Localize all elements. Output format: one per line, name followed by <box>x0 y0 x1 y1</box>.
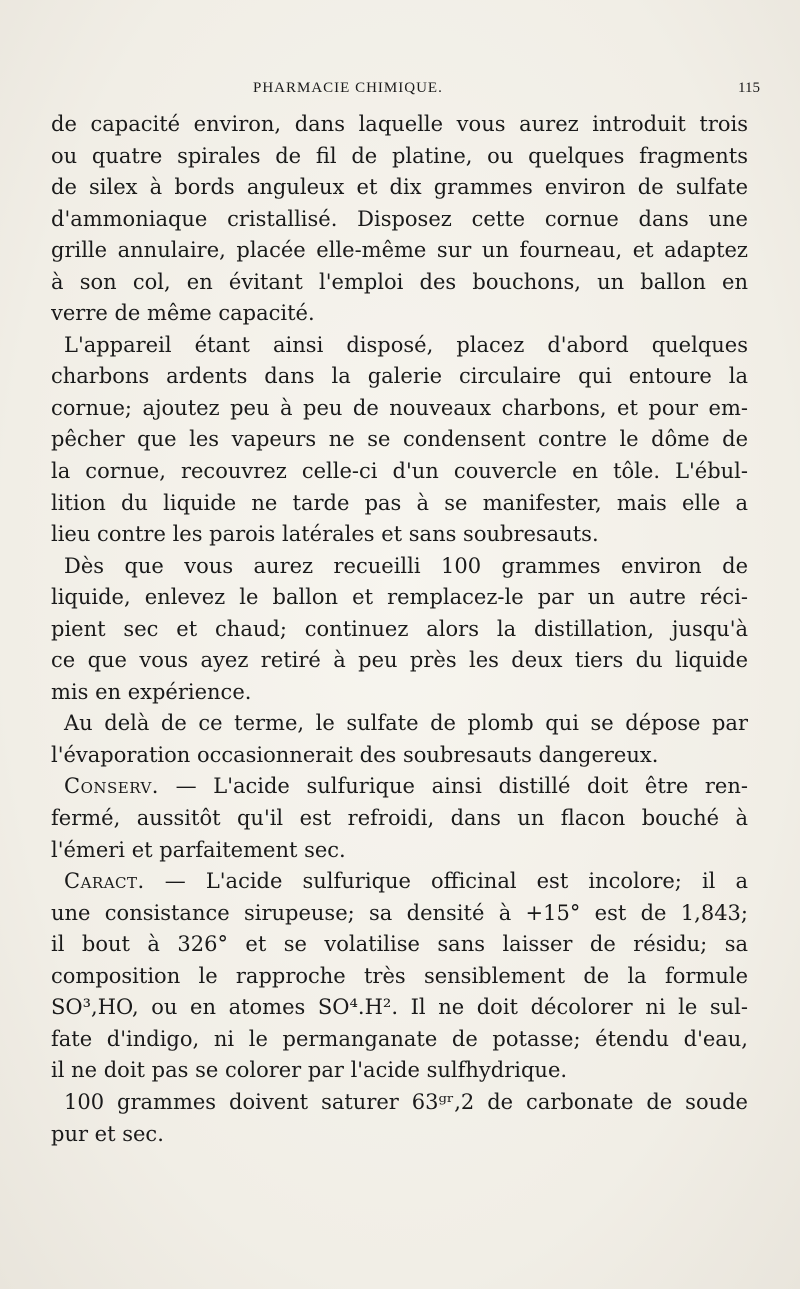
text-line: SO³,HO, ou en atomes SO⁴.H². Il ne doit décolorer ni le sul- <box>51 995 748 1020</box>
text-line: L'appareil étant ainsi disposé, placez d'abord quelques <box>64 332 748 357</box>
text-line: Dès que vous aurez recueilli 100 grammes environ de <box>64 553 748 578</box>
text-line-conserv <box>51 771 748 803</box>
text-line: mis en expérience. <box>51 679 252 704</box>
text-line: pient sec et chaud; continuez alors la distillation, jusqu'à <box>51 616 748 641</box>
text-line: ou quatre spirales de fil de platine, ou quelques fragments <box>51 143 748 168</box>
text-line: il bout à 326° et se volatilise sans laisser de résidu; sa <box>51 932 748 957</box>
text-line: ce que vous ayez retiré à peu près les deux tiers du liquide <box>51 648 748 673</box>
text-line: de silex à bords anguleux et dix grammes environ de sulfate <box>51 175 748 200</box>
text-line: la cornue, recouvrez celle-ci d'un couvercle en tôle. L'ébul- <box>51 459 748 484</box>
page-number: 115 <box>738 80 760 96</box>
text-line: de capacité environ, dans laquelle vous aurez introduit trois <box>51 112 748 136</box>
text-line: verre de même capacité. <box>51 301 315 326</box>
text-line: composition le rapproche très sensiblement de la formule <box>51 963 748 988</box>
section-label-conserv: Conserv. <box>64 774 159 799</box>
text-line-content: — L'acide sulfurique officinal est incolore; il a <box>164 869 748 894</box>
section-label-caract: Caract. <box>64 869 145 894</box>
text-line: à son col, en évitant l'emploi des bouchons, un ballon en <box>51 269 748 294</box>
running-title: PHARMACIE CHIMIQUE. <box>253 80 443 96</box>
text-line-content: — L'acide sulfurique ainsi distillé doit être ren- <box>175 774 748 799</box>
text-line: lieu contre les parois latérales et sans soubresauts. <box>51 522 599 547</box>
text-line: il ne doit pas se colorer par l'acide sulfhydrique. <box>51 1058 568 1083</box>
text-line: fate d'indigo, ni le permanganate de potasse; étendu d'eau, <box>51 1026 748 1051</box>
text-line: pêcher que les vapeurs ne se condensent contre le dôme de <box>51 427 748 452</box>
text-line: charbons ardents dans la galerie circulaire qui entoure la <box>51 364 748 389</box>
text-line: pur et sec. <box>51 1121 164 1146</box>
text-line: Au delà de ce terme, le sulfate de plomb qui se dépose par <box>64 711 748 736</box>
text-line: une consistance sirupeuse; sa densité à +15° est de 1,843; <box>51 900 748 925</box>
text-line: liquide, enlevez le ballon et remplacez-le par un autre réci- <box>51 585 748 610</box>
text-line-caract <box>51 866 748 898</box>
text-line: grille annulaire, placée elle-même sur un fourneau, et adaptez <box>51 238 748 263</box>
text-line: 100 grammes doivent saturer 63ᵍʳ,2 de carbonate de soude <box>64 1089 748 1114</box>
text-line: d'ammoniaque cristallisé. Disposez cette cornue dans une <box>51 206 748 231</box>
running-head <box>0 80 800 104</box>
text-line: l'évaporation occasionnerait des soubresauts dangereux. <box>51 742 659 767</box>
text-line: fermé, aussitôt qu'il est refroidi, dans un flacon bouché à <box>51 806 748 831</box>
text-line: cornue; ajoutez peu à peu de nouveaux charbons, et pour em- <box>51 395 748 420</box>
text-line: lition du liquide ne tarde pas à se manifester, mais elle a <box>51 490 748 515</box>
body-text <box>51 109 748 1150</box>
text-line: l'émeri et parfaitement sec. <box>51 837 346 862</box>
